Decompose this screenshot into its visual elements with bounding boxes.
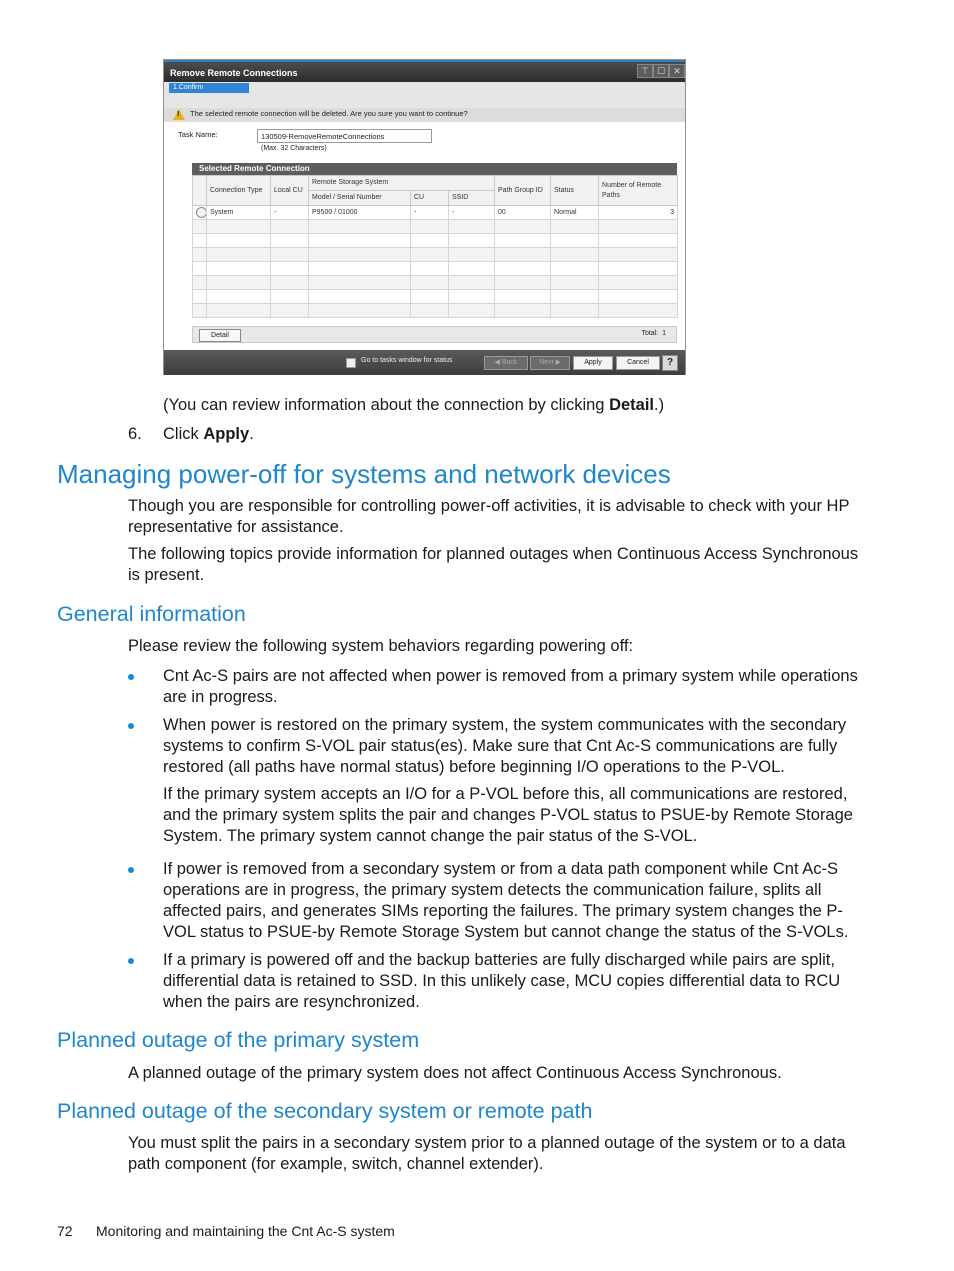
col-connection-type[interactable]: Connection Type: [207, 176, 271, 206]
goto-tasks-label: Go to tasks window for status: [361, 357, 453, 364]
wizard-step-bar: [164, 82, 685, 108]
select-column: [193, 176, 207, 206]
review-note-text: (You can review information about the connection by clicking: [163, 396, 610, 414]
row-radio[interactable]: [196, 207, 207, 218]
table-title: Selected Remote Connection: [192, 163, 677, 175]
review-note-end: .): [654, 396, 665, 414]
dialog-footer: [164, 350, 685, 375]
step-confirm[interactable]: 1.Confirm: [169, 83, 249, 93]
next-button[interactable]: Next ▶: [530, 356, 570, 370]
apply-button[interactable]: Apply: [573, 356, 613, 370]
close-icon[interactable]: ✕: [669, 64, 685, 78]
general-bullet-4: If a primary is powered off and the backup batteries are fully discharged while pairs are split, differential data is retained to SSD. In this unlikely case, MCU copies differential data to RCU when the pairs are resynchronized.: [163, 951, 841, 1011]
bullet-icon: [128, 958, 136, 966]
general-bullet-3: If power is removed from a secondary system or from a data path component while Cnt Ac-S operations are in progress, the primary system detects the communication failure, splits all affected pairs, and generates SIMs reporting the failures. The primary system changes the P-VOL status to PSUE-by Remote Storage System but cannot change the status of the S-VOLs.: [163, 860, 849, 941]
step-number: 6.: [128, 425, 142, 443]
warning-row: [164, 108, 685, 122]
col-ssid[interactable]: SSID: [449, 191, 495, 206]
total-label: Total:: [641, 330, 659, 337]
footer-chapter: Monitoring and maintaining the Cnt Ac-S system: [96, 1223, 395, 1239]
empty-row: [193, 276, 678, 290]
task-name-label: Task Name:: [178, 130, 218, 139]
maximize-icon[interactable]: ☐: [653, 64, 669, 78]
cell-model-serial: P9500 / 01000: [309, 206, 411, 220]
step-apply: Apply: [203, 425, 250, 443]
total-count: [641, 330, 666, 337]
col-model-serial[interactable]: Model / Serial Number: [309, 191, 411, 206]
general-bullet-2-continued: If the primary system accepts an I/O for a P-VOL before this, all communications are restored, and the primary system splits the pair and changes P-VOL status to PSUE-by Remote Storage System. The primary system cannot change the pair status of the S-VOL.: [163, 785, 853, 845]
cell-cu: -: [411, 206, 449, 220]
general-intro: Please review the following system behaviors regarding powering off:: [128, 637, 634, 655]
warning-icon: !: [173, 109, 185, 120]
page-number: 72: [57, 1223, 73, 1239]
section-title: Managing power-off for systems and network devices: [57, 459, 671, 489]
goto-tasks-checkbox[interactable]: [346, 358, 356, 368]
review-note-detail: Detail: [609, 396, 655, 414]
warning-text: The selected remote connection will be deleted. Are you sure you want to continue?: [190, 109, 468, 118]
col-status[interactable]: Status: [551, 176, 599, 206]
step-end: .: [249, 425, 254, 443]
empty-row: [193, 234, 678, 248]
empty-row: [193, 290, 678, 304]
review-note: [163, 395, 883, 416]
help-icon[interactable]: ?: [662, 355, 678, 371]
empty-row: [193, 220, 678, 234]
remove-remote-connections-dialog: [163, 59, 686, 375]
remote-connection-table: [192, 175, 678, 318]
planned-primary-text: A planned outage of the primary system does not affect Continuous Access Synchronous.: [128, 1064, 782, 1082]
col-remote-storage-system: Remote Storage System: [309, 176, 495, 191]
empty-row: [193, 262, 678, 276]
cell-path-group-id: 00: [495, 206, 551, 220]
planned-primary-title: Planned outage of the primary system: [57, 1028, 420, 1052]
col-number-of-paths[interactable]: Number of Remote Paths: [599, 176, 678, 206]
general-bullet-1: Cnt Ac-S pairs are not affected when power is removed from a primary system while operations are in progress.: [163, 667, 858, 706]
cell-ssid: -: [449, 206, 495, 220]
bullet-icon: [128, 867, 136, 875]
col-path-group-id[interactable]: Path Group ID: [495, 176, 551, 206]
cell-number-of-paths: 3: [599, 206, 678, 220]
col-cu[interactable]: CU: [411, 191, 449, 206]
section-paragraph-2: The following topics provide information for planned outages when Continuous Access Synchronous is present.: [128, 545, 859, 584]
general-bullet-2: When power is restored on the primary system, the system communicates with the secondary systems to confirm S-VOL pair status(es). Make sure that Cnt Ac-S communications are fully restored (all paths have normal status) before beginning I/O operations to the P-VOL.: [163, 716, 847, 776]
step-text: Click: [163, 425, 204, 443]
detail-button[interactable]: Detail: [199, 329, 241, 342]
empty-row: [193, 248, 678, 262]
step-6: [163, 424, 254, 445]
back-button[interactable]: ◀ Back: [484, 356, 528, 370]
section-paragraph-1: Though you are responsible for controlling power-off activities, it is advisable to check with your HP representative for assistance.: [128, 497, 850, 536]
cancel-button[interactable]: Cancel: [616, 356, 660, 370]
bullet-icon: [128, 674, 136, 682]
table-footer: [192, 326, 677, 343]
general-information-title: General information: [57, 602, 246, 626]
empty-row: [193, 304, 678, 318]
pin-icon[interactable]: ⊤: [637, 64, 653, 78]
col-local-cu[interactable]: Local CU: [271, 176, 309, 206]
cell-connection-type: System: [207, 206, 271, 220]
planned-secondary-text: You must split the pairs in a secondary system prior to a planned outage of the system or to a data path component (for example, switch, channel extender).: [128, 1134, 846, 1173]
planned-secondary-title: Planned outage of the secondary system or remote path: [57, 1099, 593, 1123]
table-row[interactable]: [193, 206, 678, 220]
dialog-title: Remove Remote Connections: [164, 60, 685, 82]
cell-status: Normal: [551, 206, 599, 220]
task-name-input[interactable]: [257, 129, 432, 143]
total-value: 1: [662, 330, 666, 337]
cell-local-cu: -: [271, 206, 309, 220]
bullet-icon: [128, 723, 136, 731]
task-name-hint: (Max. 32 Characters): [261, 145, 327, 152]
